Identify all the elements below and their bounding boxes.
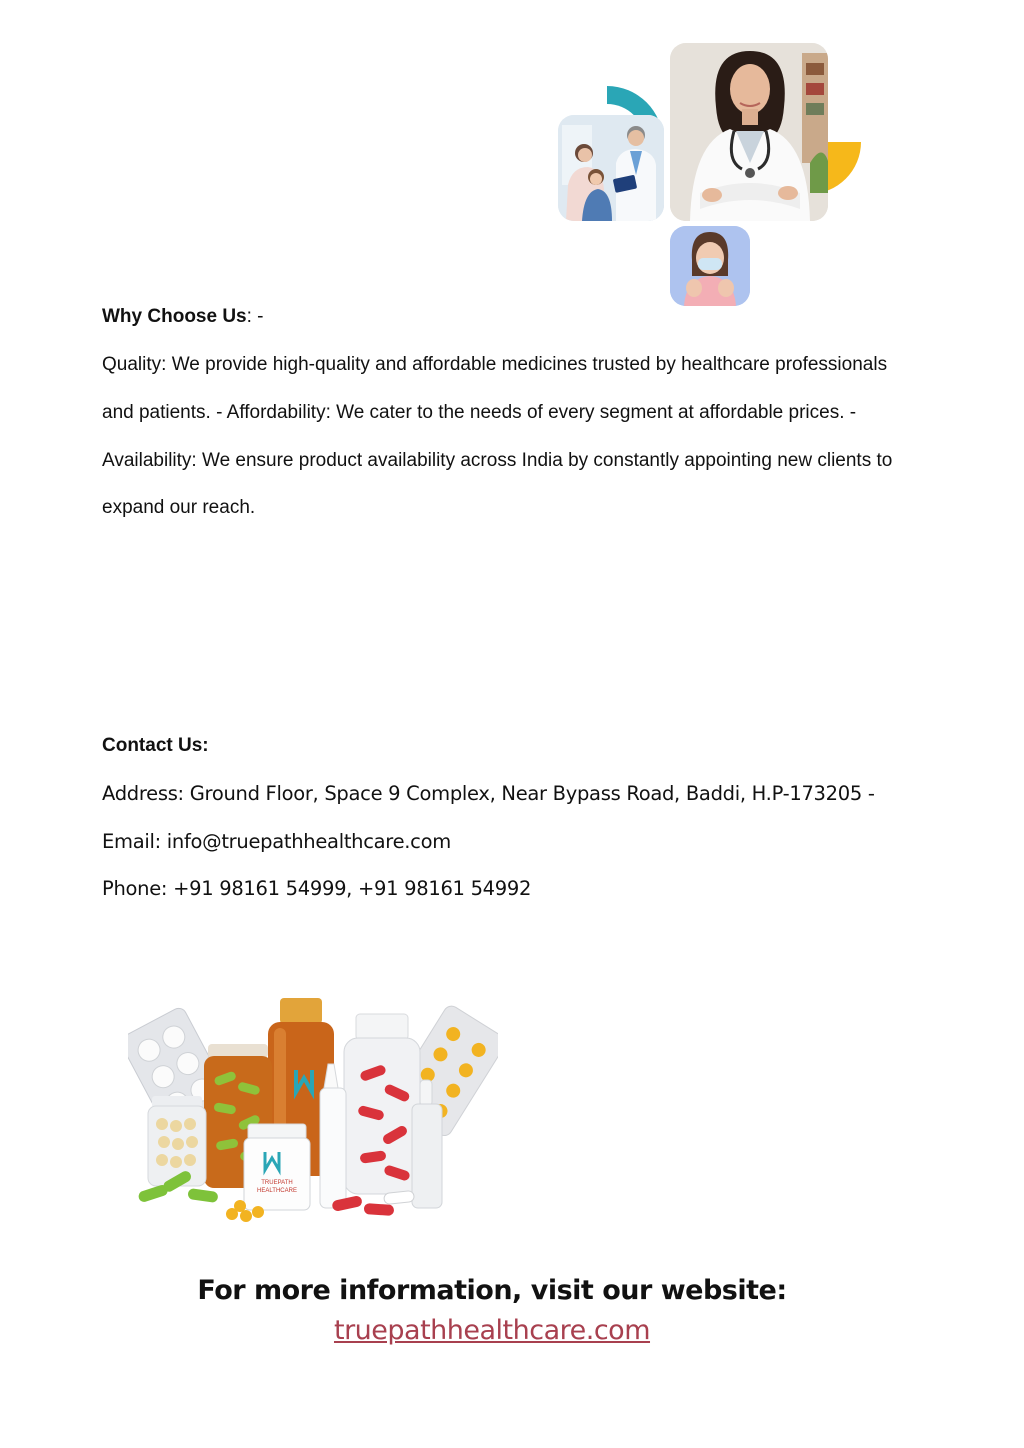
contact-address: Address: Ground Floor, Space 9 Complex, Near Bypass Road, Baddi, H.P-173205 - xyxy=(102,782,875,805)
child-with-mask-photo xyxy=(670,226,750,306)
product-label-line2: HEALTHCARE xyxy=(257,1188,297,1194)
why-choose-us-heading xyxy=(102,305,264,329)
why-choose-us-title: Why Choose Us xyxy=(102,306,247,327)
contact-phone[interactable]: Phone: +91 98161 54999, +91 98161 54992 xyxy=(102,877,532,900)
female-doctor-photo xyxy=(670,43,828,221)
product-label-line1: TRUEPATH xyxy=(261,1180,293,1186)
website-cta-text: For more information, visit our website: xyxy=(197,1275,787,1306)
why-choose-us-body: Quality: We provide high-quality and affordable medicines trusted by healthcare professionals and patients. - Affordability: We cater to the needs of every segment at affordable prices. - Availability: We ensure product availability across India by constantly appointing new clients to expand our reach. xyxy=(102,354,893,519)
contact-heading: Contact Us: xyxy=(102,735,209,756)
header-collage xyxy=(555,40,865,310)
why-choose-us-suffix: : - xyxy=(246,306,264,327)
medicine-products-image xyxy=(128,992,498,1228)
contact-email[interactable]: Email: info@truepathhealthcare.com xyxy=(102,830,451,853)
doctor-with-family-photo xyxy=(558,115,664,221)
website-link[interactable]: truepathhealthcare.com xyxy=(333,1315,651,1346)
